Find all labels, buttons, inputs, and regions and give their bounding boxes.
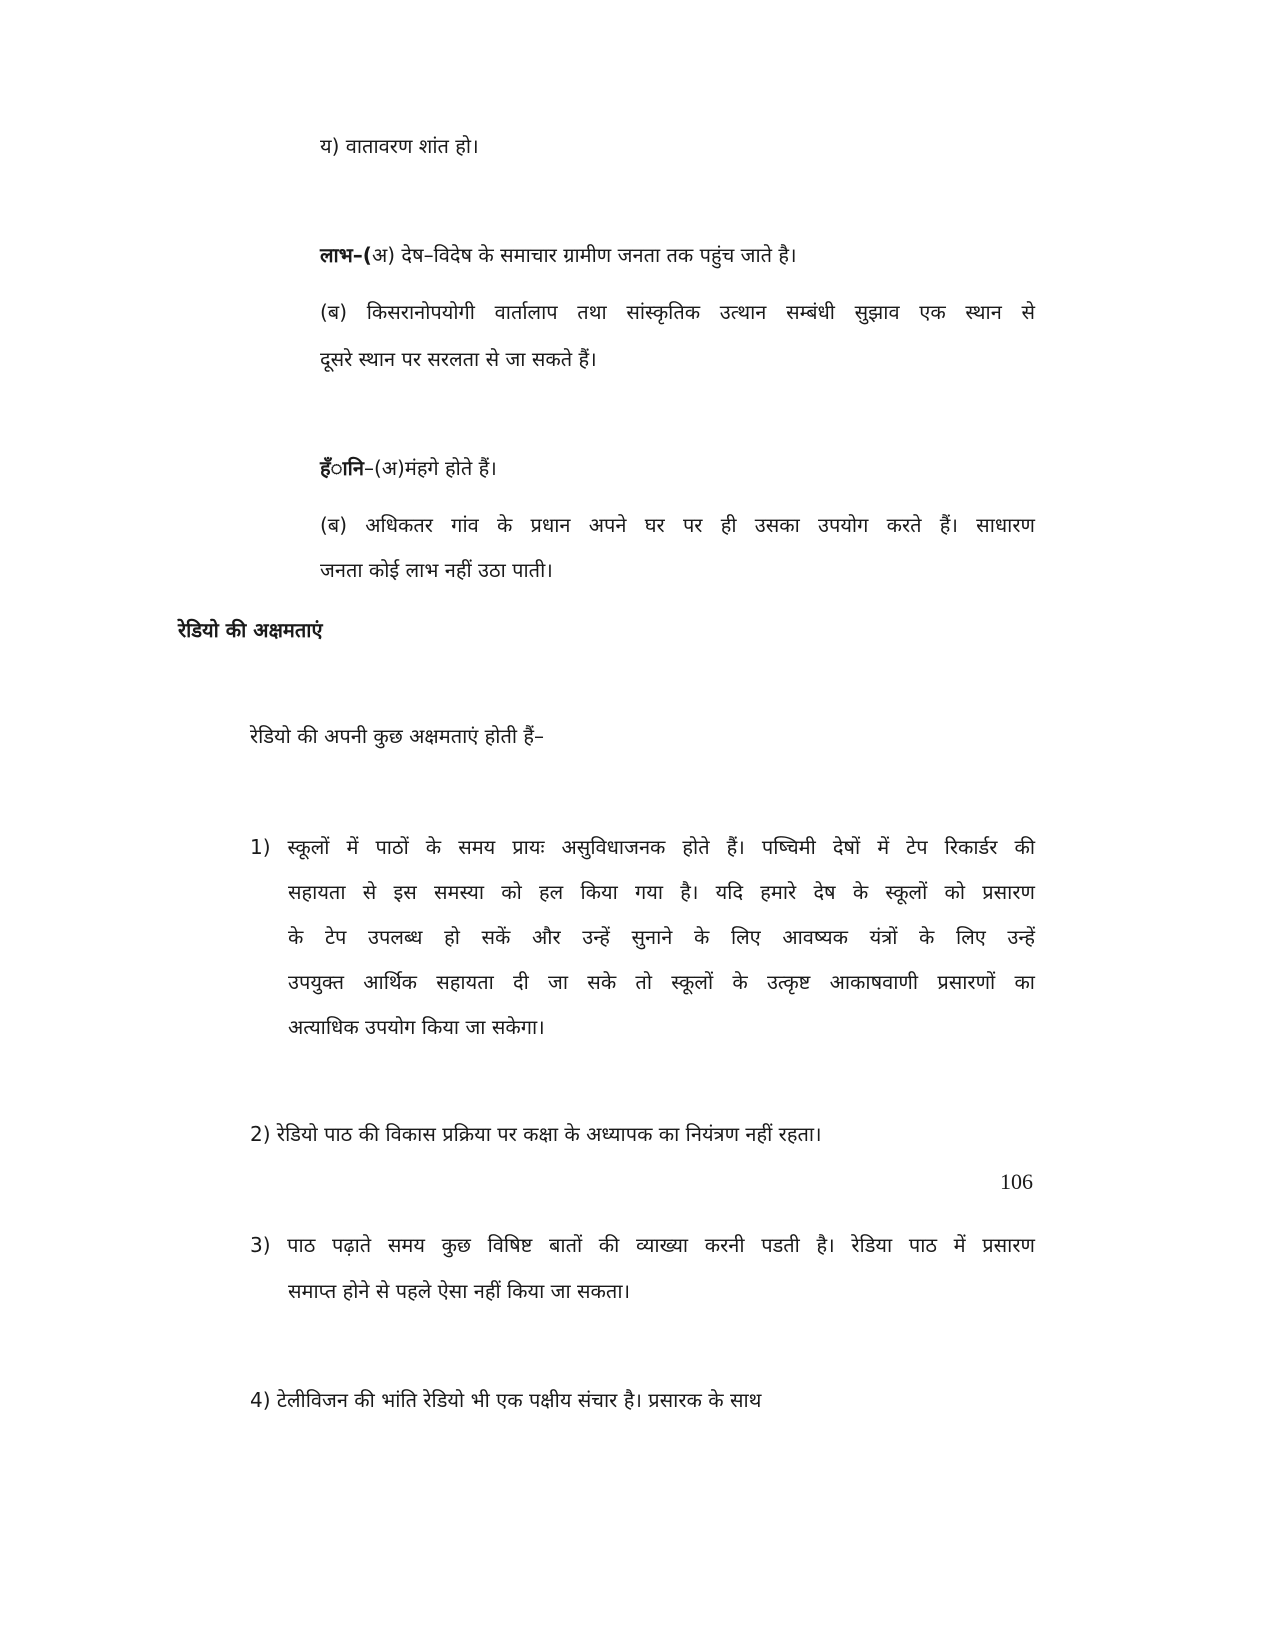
page-number: 106 xyxy=(1000,1169,1033,1194)
point-1-line-4: उपयुक्त आर्थिक सहायता दी जा सके तो स्कूलों के उत्कृष्ट आकाषवाणी प्रसारणों का xyxy=(288,970,1035,994)
point-2-line: 2) रेडियो पाठ की विकास प्रक्रिया पर कक्षा के अध्यापक का नियंत्रण नहीं रहता। xyxy=(250,1122,822,1146)
section-heading: रेडियो की अक्षमताएं xyxy=(178,618,323,642)
point-1-line-2: सहायता से इस समस्या को हल किया गया है। यदि हमारे देष के स्कूलों को प्रसारण xyxy=(288,880,1035,904)
point-1-line-1: 1) स्कूलों में पाठों के समय प्रायः असुविधाजनक होते हैं। पष्चिमी देषों में टेप रिकार्डर की xyxy=(250,835,1035,859)
hani-text: –(अ)मंहगे होते हैं। xyxy=(363,456,497,480)
labh-text: अ) देष–विदेष के समाचार ग्रामीण जनता तक पहुंच जाते है। xyxy=(371,243,797,267)
labh-label: लाभ–( xyxy=(320,243,372,267)
hani-label: हँानि xyxy=(320,456,364,480)
labh-line xyxy=(320,241,797,269)
intro-line: रेडियो की अपनी कुछ अक्षमताएं होती हैं– xyxy=(250,724,545,748)
hani-b-line-2: जनता कोई लाभ नहीं उठा पाती। xyxy=(320,558,553,582)
labh-b-line-2: दूसरे स्थान पर सरलता से जा सकते हैं। xyxy=(320,347,597,371)
line-ya: य) वातावरण शांत हो। xyxy=(320,134,479,158)
point-3-line-1: 3) पाठ पढ़ाते समय कुछ विषिष्ट बातों की व्याख्या करनी पडती है। रेडिया पाठ में प्रसारण xyxy=(250,1233,1035,1257)
point-1-line-5: अत्याधिक उपयोग किया जा सकेगा। xyxy=(288,1015,545,1039)
labh-b-line-1: (ब) किसरानोपयोगी वार्तालाप तथा सांस्कृतिक उत्थान सम्बंधी सुझाव एक स्थान से xyxy=(320,300,1035,324)
hani-line xyxy=(320,454,497,482)
hani-b-line-1: (ब) अधिकतर गांव के प्रधान अपने घर पर ही उसका उपयोग करते हैं। साधारण xyxy=(320,513,1035,537)
point-4-line: 4) टेलीविजन की भांति रेडियो भी एक पक्षीय संचार है। प्रसारक के साथ xyxy=(250,1388,762,1412)
point-3-line-2: समाप्त होने से पहले ऐसा नहीं किया जा सकता। xyxy=(288,1279,631,1303)
point-1-line-3: के टेप उपलब्ध हो सकें और उन्हें सुनाने के लिए आवष्यक यंत्रों के लिए उन्हें xyxy=(288,925,1035,949)
